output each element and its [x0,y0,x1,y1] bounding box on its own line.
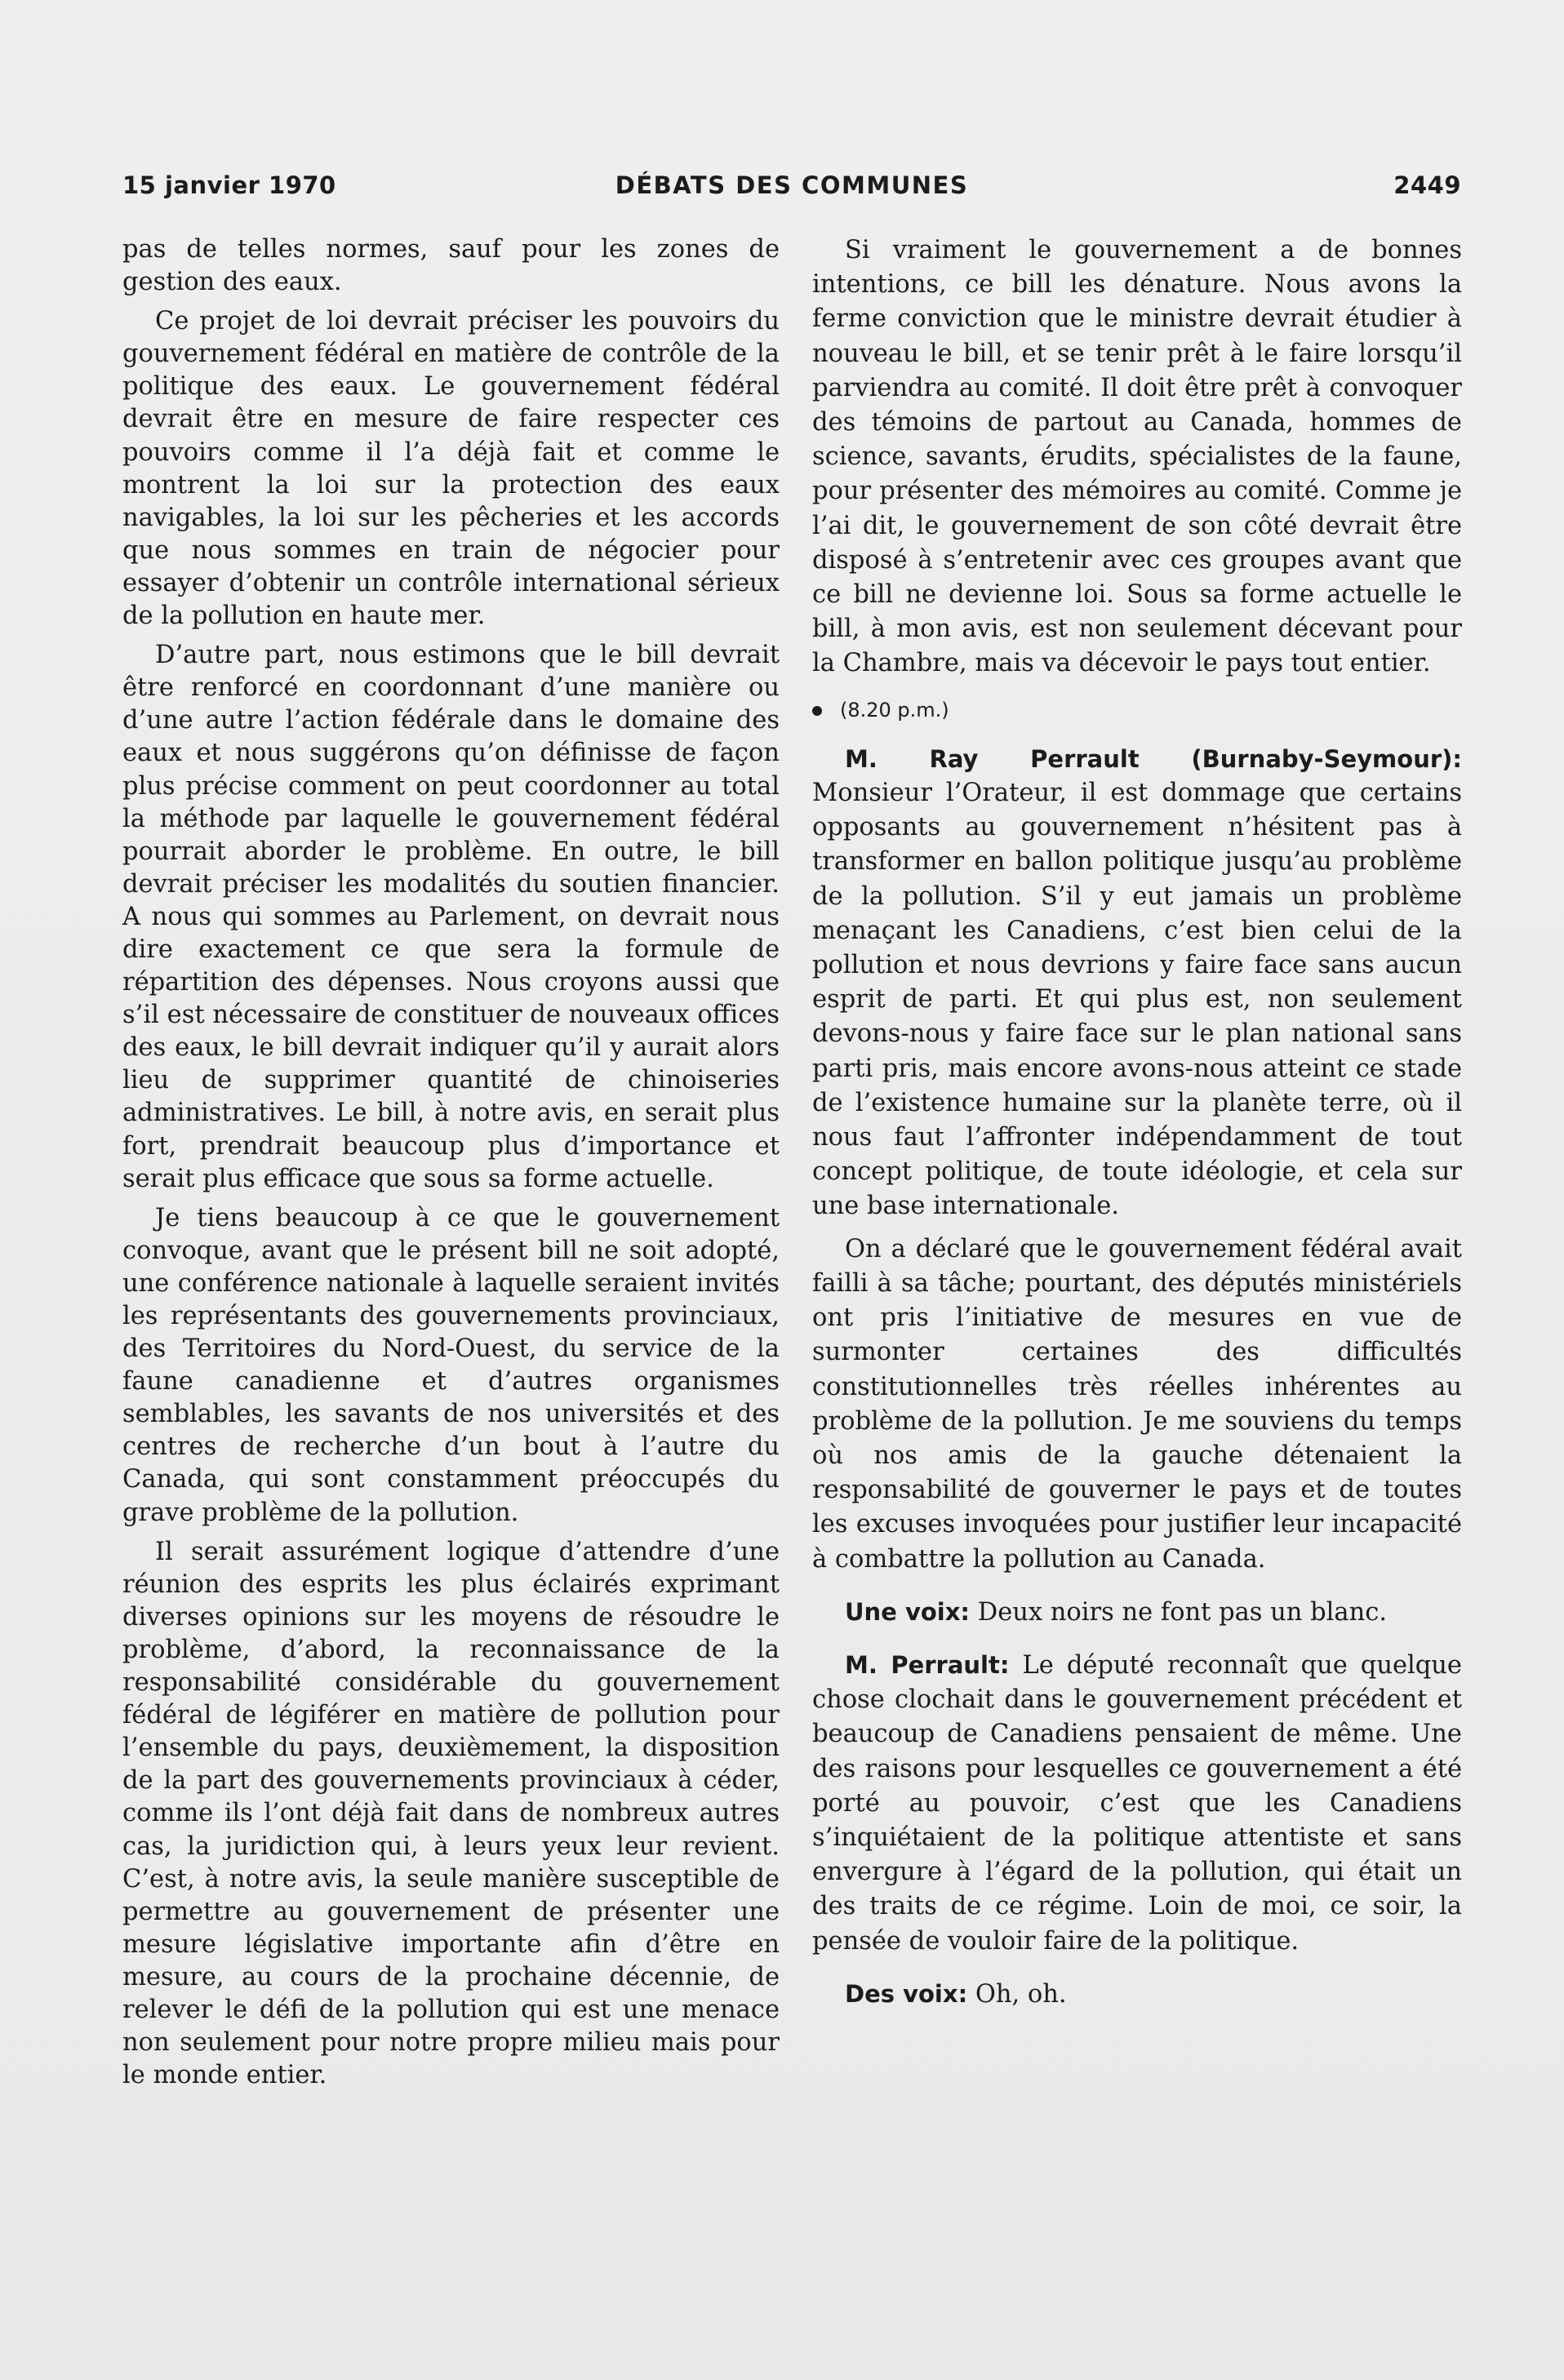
left-column [122,233,780,2092]
speech-paragraph [812,1595,1462,1630]
speaker-name: Des voix: [845,1979,968,2008]
right-column [812,233,1462,2012]
paragraph: D’autre part, nous estimons que le bill devrait être renforcé en coordonnant d’une manière ou d’une autre l’action fédérale dans le domaine des eaux et nous suggérons qu’on définisse de façon plus précise comment on peut coordonner au total la méthode par laquelle le gouvernement fédéral pourrait aborder le problème. En outre, le bill devrait préciser les modalités du soutien financier. A nous qui sommes au Parlement, on devrait nous dire exactement ce que sera la formule de répartition des dépenses. Nous croyons aussi que s’il est nécessaire de constituer de nouveaux offices des eaux, le bill devrait indiquer qu’il y aurait alors lieu de supprimer quantité de chinoiseries administratives. Le bill, à notre avis, en serait plus fort, prendrait beaucoup plus d’importance et serait plus efficace que sous sa forme actuelle. [122,641,780,1193]
page-number: 2449 [1393,171,1461,199]
time-marker [812,693,1462,727]
speech-text: Le député reconnaît que quelque chose clochait dans le gouvernement précédent et beaucoup de Canadiens pensaient de même. Une des raisons pour lesquelles ce gouvernement a été porté au pouvoir, c’est que les Canadiens s’inquiétaient de la politique attentiste et sans envergure à l’égard de la pollution, qui était un des traits de ce régime. Loin de moi, ce soir, la pensée de vouloir faire de la politique. [812,1650,1462,1956]
speech-paragraph [812,1977,1462,2012]
speaker-name: M. Perrault: [845,1650,1010,1679]
speech-paragraph [812,1648,1462,1959]
speaker-name: M. Ray Perrault (Burnaby-Seymour): [845,744,1462,773]
paragraph: pas de telles normes, sauf pour les zones de gestion des eaux. [122,235,780,297]
bullet-icon [812,706,822,716]
paragraph: Ce projet de loi devrait préciser les pouvoirs du gouvernement fédéral en matière de contrôle de la politique des eaux. Le gouvernement fédéral devrait être en mesure de faire respecter ces pouvoirs comme il l’a déjà fait et comme le montrent la loi sur la protection des eaux navigables, la loi sur les pêcheries et les accords que nous sommes en train de négocier pour essayer d’obtenir un contrôle international sérieux de la pollution en haute mer. [122,307,780,631]
speaker-name: Une voix: [845,1597,971,1626]
speech-paragraph [812,742,1462,1224]
page-header [122,171,1461,204]
paragraph: Je tiens beaucoup à ce que le gouvernement convoque, avant que le présent bill ne soit adopté, une conférence nationale à laquelle seraient invités les représentants des gouvernements provinciaux, des Territoires du Nord-Ouest, du service de la faune canadienne et d’autres organismes semblables, les savants de nos universités et des centres de recherche d’un bout à l’autre du Canada, qui sont constamment préoccupés du grave problème de la pollution. [122,1203,780,1527]
speech-text: Deux noirs ne font pas un blanc. [977,1597,1388,1627]
paragraph: On a déclaré que le gouvernement fédéral avait failli à sa tâche; pourtant, des députés ministériels ont pris l’initiative de mesures en vue de surmonter certaines des difficultés constitutionnelles très réelles inhérentes au problème de la pollution. Je me souviens du temps où nos amis de la gauche détenaient la responsabilité de gouverner le pays et de toutes les excuses invoquées pour justifier leur incapacité à combattre la pollution au Canada. [812,1234,1462,1574]
paragraph: Si vraiment le gouvernement a de bonnes intentions, ce bill les dénature. Nous avons la ferme conviction que le ministre devrait étudier à nouveau le bill, et se tenir prêt à le faire lorsqu’il parviendra au comité. Il doit être prêt à convoquer des témoins de partout au Canada, hommes de science, savants, érudits, spécialistes de la faune, pour présenter des mémoires au comité. Comme je l’ai dit, le gouvernement de son côté devrait être disposé à s’entretenir avec ces groupes avant que ce bill ne devienne loi. Sous sa forme actuelle le bill, à mon avis, est non seulement décevant pour la Chambre, mais va décevoir le pays tout entier. [812,236,1462,678]
speech-text: Monsieur l’Orateur, il est dommage que certains opposants au gouvernement n’hésitent pas à transformer en ballon politique jusqu’au problème de la pollution. S’il y eut jamais un problème menaçant les Canadiens, c’est bien celui de la pollution et nous devrions y faire face sans aucun esprit de parti. Et qui plus est, non seulement devons-nous y faire face sur le plan national sans parti pris, mais encore avons-nous atteint ce stade de l’existence humaine sur la planète terre, où il nous faut l’affronter indépendamment de tout concept politique, de toute idéologie, et cela sur une base internationale. [812,779,1462,1221]
header-date: 15 janvier 1970 [122,171,336,199]
speech-text: Oh, oh. [975,1979,1067,2009]
time-marker-text: (8.20 p.m.) [840,698,949,722]
paragraph: Il serait assurément logique d’attendre d’une réunion des esprits les plus éclairés exprimant diverses opinions sur les moyens de résoudre le problème, d’abord, la reconnaissance de la responsabilité considérable du gouvernement fédéral de légiférer en matière de pollution pour l’ensemble du pays, deuxièmement, la disposition de la part des gouvernements provinciaux à céder, comme ils l’ont déjà fait dans de nombreux autres cas, la juridiction qui, à leurs yeux leur revient. C’est, à notre avis, la seule manière susceptible de permettre au gouvernement de présenter une mesure législative importante afin d’être en mesure, au cours de la prochaine décennie, de relever le défi de la pollution qui est une menace non seulement pour notre propre milieu mais pour le monde entier. [122,1537,780,2090]
header-title: DÉBATS DES COMMUNES [615,171,969,199]
